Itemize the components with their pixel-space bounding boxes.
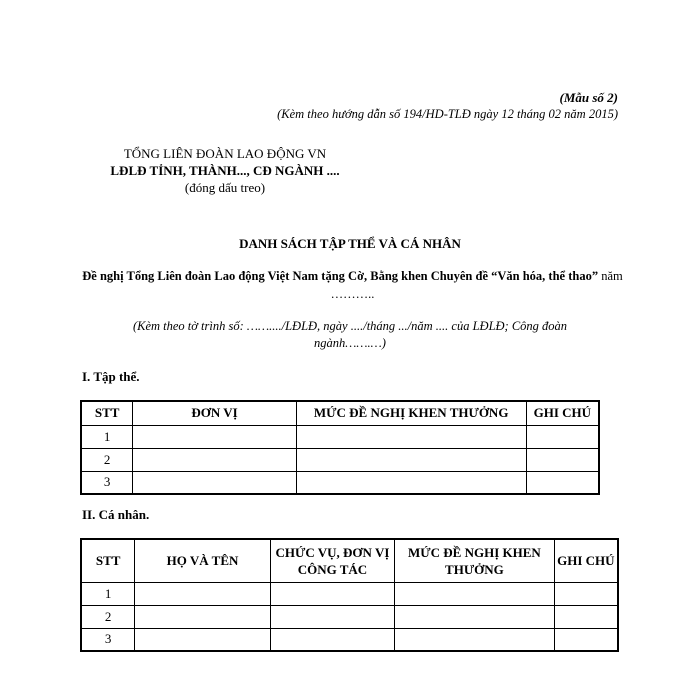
cell	[133, 425, 296, 448]
row-number: 1	[81, 425, 133, 448]
cell	[296, 425, 526, 448]
individual-table	[80, 538, 619, 652]
org-name: TỔNG LIÊN ĐOÀN LAO ĐỘNG VN	[123, 146, 327, 161]
cell	[133, 448, 296, 471]
collective-table	[80, 400, 600, 495]
col-stt: STT	[81, 539, 135, 582]
document-title: DANH SÁCH TẬP THỂ VÀ CÁ NHÂN	[239, 236, 461, 251]
row-number: 1	[81, 582, 135, 605]
org-subunit: LĐLĐ TỈNH, THÀNH..., CĐ NGÀNH ....	[110, 163, 340, 178]
col-stt: STT	[81, 401, 133, 425]
form-number: (Mẫu số 2)	[559, 90, 618, 105]
stamp-note: (đóng dấu treo)	[184, 180, 266, 195]
cell	[526, 425, 599, 448]
cell	[133, 471, 296, 494]
cell	[395, 628, 554, 651]
cell	[395, 605, 554, 628]
guide-reference: (Kèm theo hướng dẫn số 194/HD-TLĐ ngày 12 tháng 02 năm 2015)	[277, 107, 618, 121]
col-note: GHI CHÚ	[526, 401, 599, 425]
row-number: 2	[81, 605, 135, 628]
organization-block	[90, 145, 360, 196]
cell	[135, 582, 270, 605]
proposal-main: Đề nghị Tổng Liên đoàn Lao động Việt Nam tặng Cờ, Bằng khen Chuyên đề “Văn hóa, thể thao”	[82, 269, 599, 283]
col-reward-level: MỨC ĐỀ NGHỊ KHEN THƯỞNG	[395, 539, 554, 582]
cell	[526, 448, 599, 471]
section-individual-heading: II. Cá nhân.	[82, 507, 150, 522]
attachment-note: (Kèm theo tờ trình số: ……..../LĐLĐ, ngày ..../tháng .../năm .... của LĐLĐ; Công đoàn ngành…….…)	[132, 319, 568, 350]
cell	[554, 628, 618, 651]
row-number: 3	[81, 628, 135, 651]
cell	[395, 582, 554, 605]
row-number: 3	[81, 471, 133, 494]
cell	[270, 605, 395, 628]
col-reward-level: MỨC ĐỀ NGHỊ KHEN THƯỞNG	[296, 401, 526, 425]
cell	[296, 448, 526, 471]
cell	[554, 605, 618, 628]
table-header-row	[81, 539, 618, 582]
table-row	[81, 425, 599, 448]
col-position: CHỨC VỤ, ĐƠN VỊ CÔNG TÁC	[270, 539, 395, 582]
col-note: GHI CHÚ	[554, 539, 618, 582]
table-row	[81, 448, 599, 471]
col-full-name: HỌ VÀ TÊN	[135, 539, 270, 582]
table-row	[81, 471, 599, 494]
proposal-text	[80, 267, 625, 303]
cell	[526, 471, 599, 494]
section-collective-heading: I. Tập thể.	[82, 369, 140, 384]
table-row	[81, 605, 618, 628]
table-row	[81, 582, 618, 605]
cell	[270, 582, 395, 605]
cell	[270, 628, 395, 651]
cell	[135, 628, 270, 651]
cell	[296, 471, 526, 494]
col-unit: ĐƠN VỊ	[133, 401, 296, 425]
table-header-row	[81, 401, 599, 425]
table-row	[81, 628, 618, 651]
cell	[554, 582, 618, 605]
row-number: 2	[81, 448, 133, 471]
cell	[135, 605, 270, 628]
proposal-year: năm ………..	[330, 269, 623, 301]
